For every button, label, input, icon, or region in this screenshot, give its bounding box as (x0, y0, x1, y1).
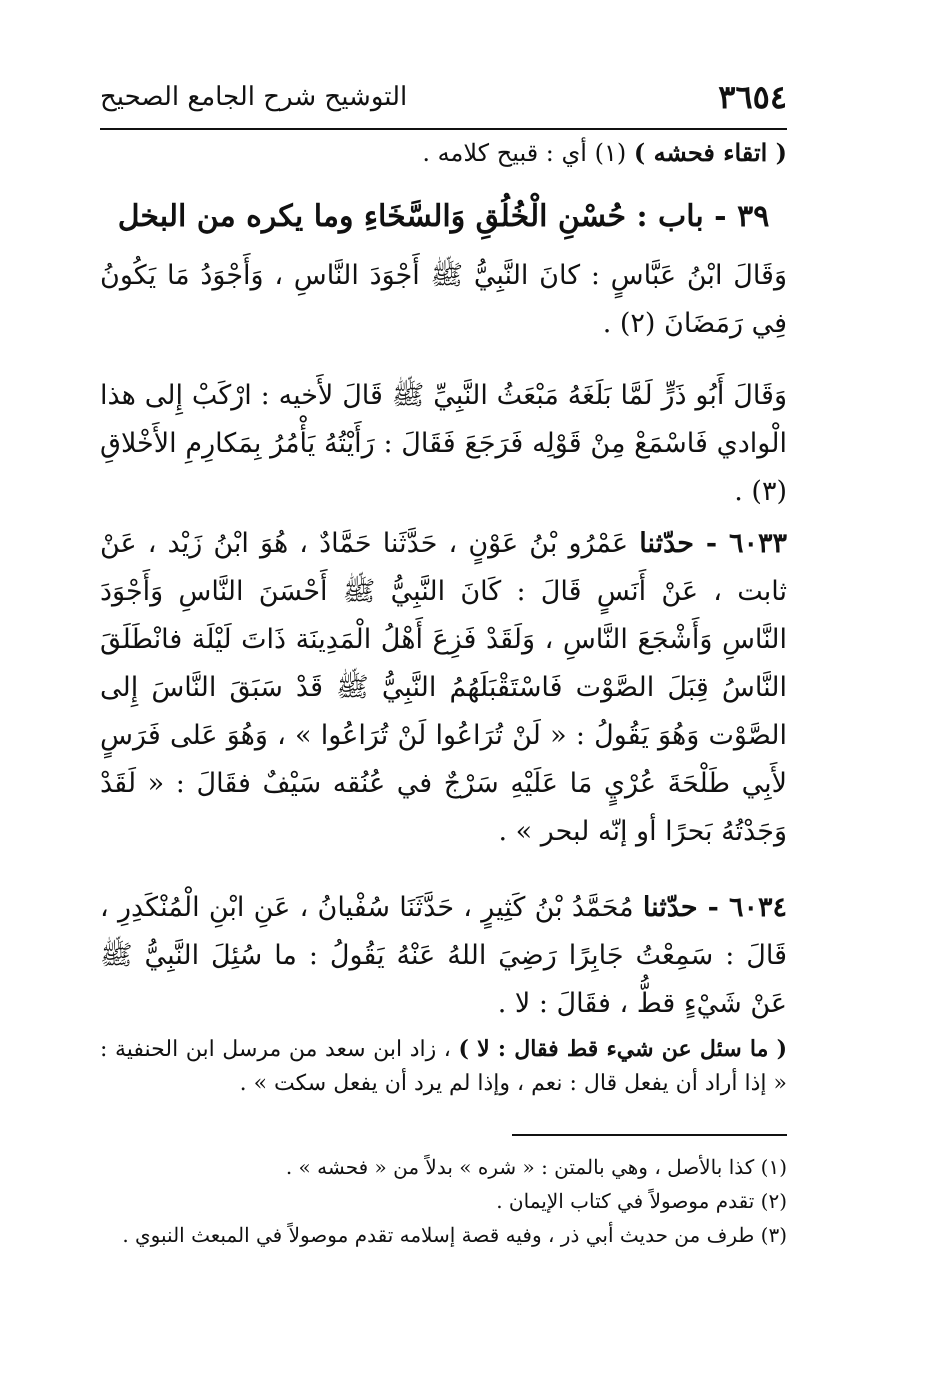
commentary-term: ( ما سئل عن شيء قط فقال : لا ) (458, 1036, 787, 1062)
footnotes (100, 1150, 787, 1252)
running-title: التوشيح شرح الجامع الصحيح (100, 82, 408, 112)
footnote-3: (٣) طرف من حديث أبي ذر ، وفيه قصة إسلامه تقدم موصولاً في المبعث النبوي . (122, 1223, 787, 1247)
commentary (100, 1032, 787, 1101)
page-number: ٣٦٥٤ (718, 78, 787, 116)
note-gloss: أي : قبيح كلامه . (422, 139, 587, 167)
paragraph-abu-dharr: وَقَالَ أَبُو ذَرٍّ لَمَّا بَلَغَهُ مَبْعَثُ النَّبِيِّ ﷺ قَالَ لأَخيه : ارْكَبْ إِلى هذا الْوادي فَاسْمَعْ مِنْ قَوْلِه فَرَجَعَ فَقَالَ : رَأَيْتُهُ يَأْمُرُ بِمَكارِمِ الأَخْلاقِ (٣) . (100, 380, 787, 507)
footnote-divider (512, 1134, 787, 1136)
paragraph-ibn-abbas: وَقَالَ ابْنُ عَبَّاسٍ : كانَ النَّبِيُّ ﷺ أَجْوَدَ النَّاسِ ، وَأَجْوَدُ مَا يَكُونُ فِي رَمَضَانَ (٢) . (100, 260, 787, 339)
footnote-2: (٢) تقدم موصولاً في كتاب الإيمان . (496, 1189, 787, 1213)
top-note (100, 136, 787, 170)
hadith-number: ٦٠٣٣ - حدّثنا (639, 528, 787, 559)
commentary-text: ، زاد ابن سعد من مرسل ابن الحنفية : « إذا أراد أن يفعل قال : نعم ، وإذا لم يرد أن يفعل سكت » . (100, 1037, 787, 1096)
hadith-text: مُحَمَّدُ بْنُ كَثِيرٍ ، حَدَّثَنَا سُفْيانُ ، عَنِ ابْنِ الْمُنْكَدِرِ ، قَالَ : سَمِعْتُ جَابِرًا رَضِيَ اللهُ عَنْهُ يَقُولُ : ما سُئِلَ النَّبِيُّ ﷺ عَنْ شَيْءٍ قطُّ ، فقَالَ : لا . (100, 892, 787, 1019)
footnote-1: (١) كذا بالأصل ، وهي بالمتن : « شره » بدلاً من « فحشه » . (285, 1155, 787, 1179)
hadith-6034 (100, 884, 787, 1028)
page-header (100, 72, 787, 130)
note-reference: (١) (594, 139, 627, 167)
note-term: ( اتقاء فحشه ) (633, 138, 787, 167)
hadith-text: عَمْرُو بْنُ عَوْنٍ ، حَدَّثَنا حَمَّادٌ ، هُوَ ابْنُ زَيْد ، عَنْ ثابت ، عَنْ أَنَسٍ قَالَ : كَانَ النَّبِيُّ ﷺ أَحْسَنَ النَّاسِ وَأَجْوَدَ النَّاسِ وَأَشْجَعَ النَّاسِ ، وَلَقَدْ فَزِعَ أَهْلُ الْمَدِينَة ذَاتَ لَيْلَة فانْطَلَقَ النَّاسُ قِبَلَ الصَّوْت فَاسْتَقْبَلَهُمُ النَّبِيُّ ﷺ قَدْ سَبَقَ النَّاسَ إِلى الصَّوْت وَهُوَ يَقُولُ : « لَنْ تُرَاعُوا لَنْ تُرَاعُوا » ، وَهُوَ عَلى فَرَسٍ لأَبِي طَلْحَةَ عُرْيٍ مَا عَلَيْهِ سَرْجٌ في عُنُقه سَيْفٌ فقَالَ : « لَقَدْ وَجَدْتُهُ بَحرًا أو إنّه لبحر » . (100, 528, 787, 847)
hadith-number: ٦٠٣٤ - حدّثنا (642, 892, 787, 923)
chapter-title: ٣٩ - باب : حُسْنِ الْخُلُقِ وَالسَّخَاءِ وما يكره من البخل (117, 199, 770, 234)
hadith-6033 (100, 520, 787, 856)
